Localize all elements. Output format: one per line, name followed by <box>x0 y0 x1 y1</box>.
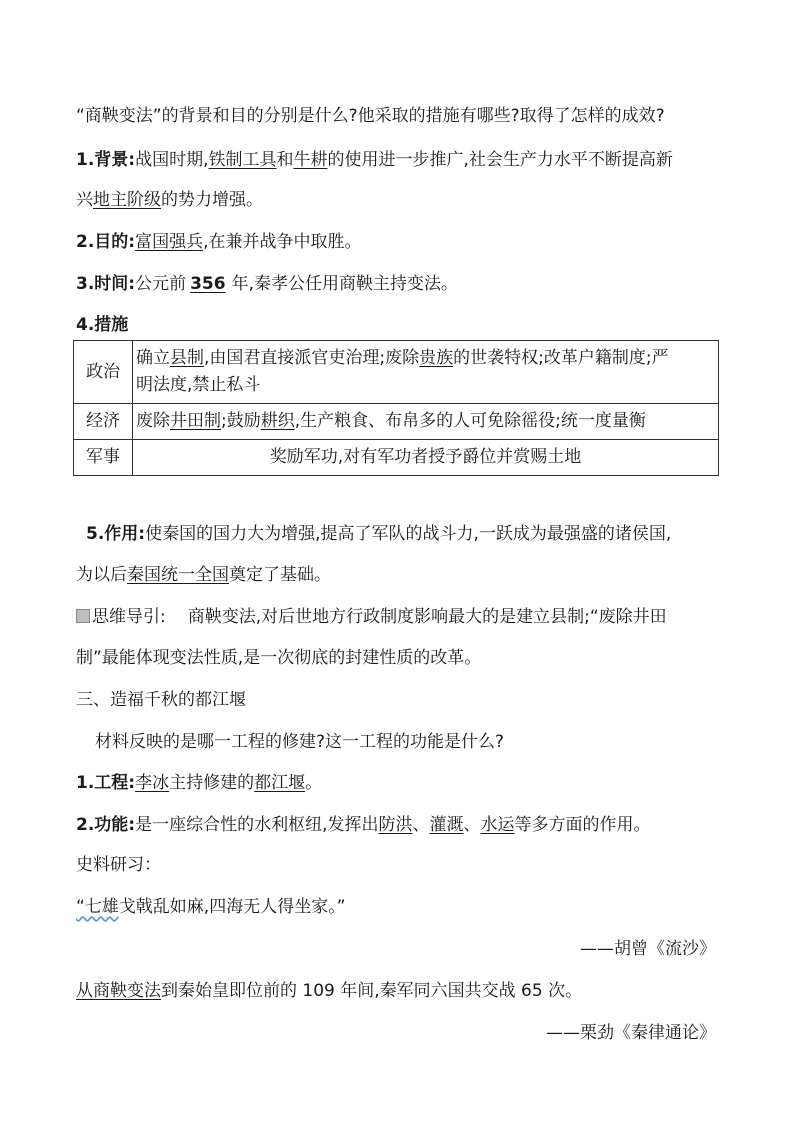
guide-line-2: 制”最能体现变法性质,是一次彻底的封建性质的改革。 <box>76 648 482 668</box>
answer-underline: 牛耕 <box>293 150 328 170</box>
answer-underline: 356 <box>190 274 226 294</box>
answer-underline: 耕织 <box>260 411 295 431</box>
measures-table <box>73 340 719 476</box>
text: 兴 <box>76 190 93 210</box>
answer-underline: 从商鞅变法 <box>76 981 161 1001</box>
project-line <box>76 771 322 795</box>
quote-2 <box>76 979 582 1003</box>
text: 的使用进一步推广,社会生产力水平不断提高新 <box>327 150 673 170</box>
effect-line-2 <box>76 563 331 587</box>
wavy-highlight: “七雄 <box>76 897 119 917</box>
text: 、 <box>463 815 481 835</box>
section-question: 材料反映的是哪一工程的修建?这一工程的功能是什么? <box>95 732 505 752</box>
answer-underline: 县制 <box>170 348 204 368</box>
text: 。 <box>305 773 323 793</box>
text: ,在兼并战争中取胜。 <box>203 232 362 252</box>
text: 使秦国的国力大为增强,提高了军队的战斗力,一跃成为最强盛的诸侯国, <box>145 524 672 544</box>
text: 商鞅变法,对后世地方行政制度影响最大的是建立县制;“废除井田 <box>187 607 667 627</box>
answer-underline: 李冰 <box>135 773 170 793</box>
function-label: 2.功能: <box>76 815 136 835</box>
category-cell: 经济 <box>74 404 133 440</box>
section-heading: 三、造福千秋的都江堰 <box>76 690 246 710</box>
text: 到秦始皇即位前的 109 年间,秦军同六国共交战 65 次。 <box>161 981 583 1001</box>
background-line-2 <box>76 188 263 212</box>
project-label: 1.工程: <box>76 773 136 793</box>
text: 确立 <box>136 348 170 368</box>
text: 为以后 <box>76 565 127 585</box>
answer-underline: 灌溉 <box>429 815 464 835</box>
text: 奠定了基础。 <box>229 565 331 585</box>
text: ,生产粮食、布帛多的人可免除徭役;统一度量衡 <box>294 411 646 431</box>
text: 废除 <box>136 411 170 431</box>
text: 主持修建的 <box>169 773 255 793</box>
effect-line-1 <box>86 522 671 546</box>
text: 和 <box>276 150 294 170</box>
purpose-line <box>76 230 362 254</box>
guide-line-1 <box>76 605 667 629</box>
research-label: 史料研习： <box>76 855 161 875</box>
purpose-label: 2.目的: <box>76 232 136 252</box>
description-cell <box>133 341 719 404</box>
answer-underline: 都江堰 <box>254 773 306 793</box>
description-cell <box>133 404 719 440</box>
text: 战国时期, <box>135 150 209 170</box>
answer-underline: 铁制工具 <box>208 150 277 170</box>
description-cell: 奖励军功,对有军功者授予爵位并赏赐土地 <box>133 440 719 476</box>
answer-underline: 防洪 <box>378 815 413 835</box>
effect-label: 5.作用: <box>86 524 146 544</box>
text: 年,秦孝公任用商鞅主持变法。 <box>231 274 458 294</box>
text: 公元前 <box>135 274 187 294</box>
text: 的势力增强。 <box>161 190 263 210</box>
time-label: 3.时间: <box>76 274 136 294</box>
background-line-1 <box>76 148 673 172</box>
answer-underline: 贵族 <box>419 348 454 368</box>
text: 戈戟乱如麻,四海无人得坐家。” <box>118 897 346 917</box>
source-1: ——胡曾《流沙》 <box>580 939 716 959</box>
table-row <box>74 440 719 476</box>
text: ;鼓励 <box>221 411 261 431</box>
background-label: 1.背景: <box>76 150 136 170</box>
question-text: “商鞅变法”的背景和目的分别是什么?他采取的措施有哪些?取得了怎样的成效? <box>76 106 665 126</box>
answer-underline: 井田制 <box>170 411 221 431</box>
text: 、 <box>412 815 430 835</box>
category-cell: 政治 <box>74 341 133 404</box>
tip-icon <box>76 609 90 623</box>
source-2: ——栗劲《秦律通论》 <box>546 1023 716 1043</box>
answer-underline: 地主阶级 <box>93 190 161 210</box>
function-line <box>76 813 651 837</box>
answer-underline: 秦国统一全国 <box>127 565 229 585</box>
guide-label: 思维导引: <box>92 607 166 627</box>
text: 是一座综合性的水利枢纽,发挥出 <box>135 815 379 835</box>
text: 明法度,禁止私斗 <box>136 375 261 395</box>
table-row <box>74 341 719 404</box>
answer-underline: 富国强兵 <box>135 232 204 252</box>
text: ,由国君直接派官吏治理;废除 <box>204 348 420 368</box>
category-cell: 军事 <box>74 440 133 476</box>
text: 等多方面的作用。 <box>514 815 651 835</box>
answer-underline: 水运 <box>480 815 515 835</box>
time-line <box>76 272 458 296</box>
table-row <box>74 404 719 440</box>
quote-1 <box>76 895 346 919</box>
measures-heading: 4.措施 <box>76 315 129 335</box>
text: 的世袭特权;改革户籍制度;严 <box>453 348 669 368</box>
